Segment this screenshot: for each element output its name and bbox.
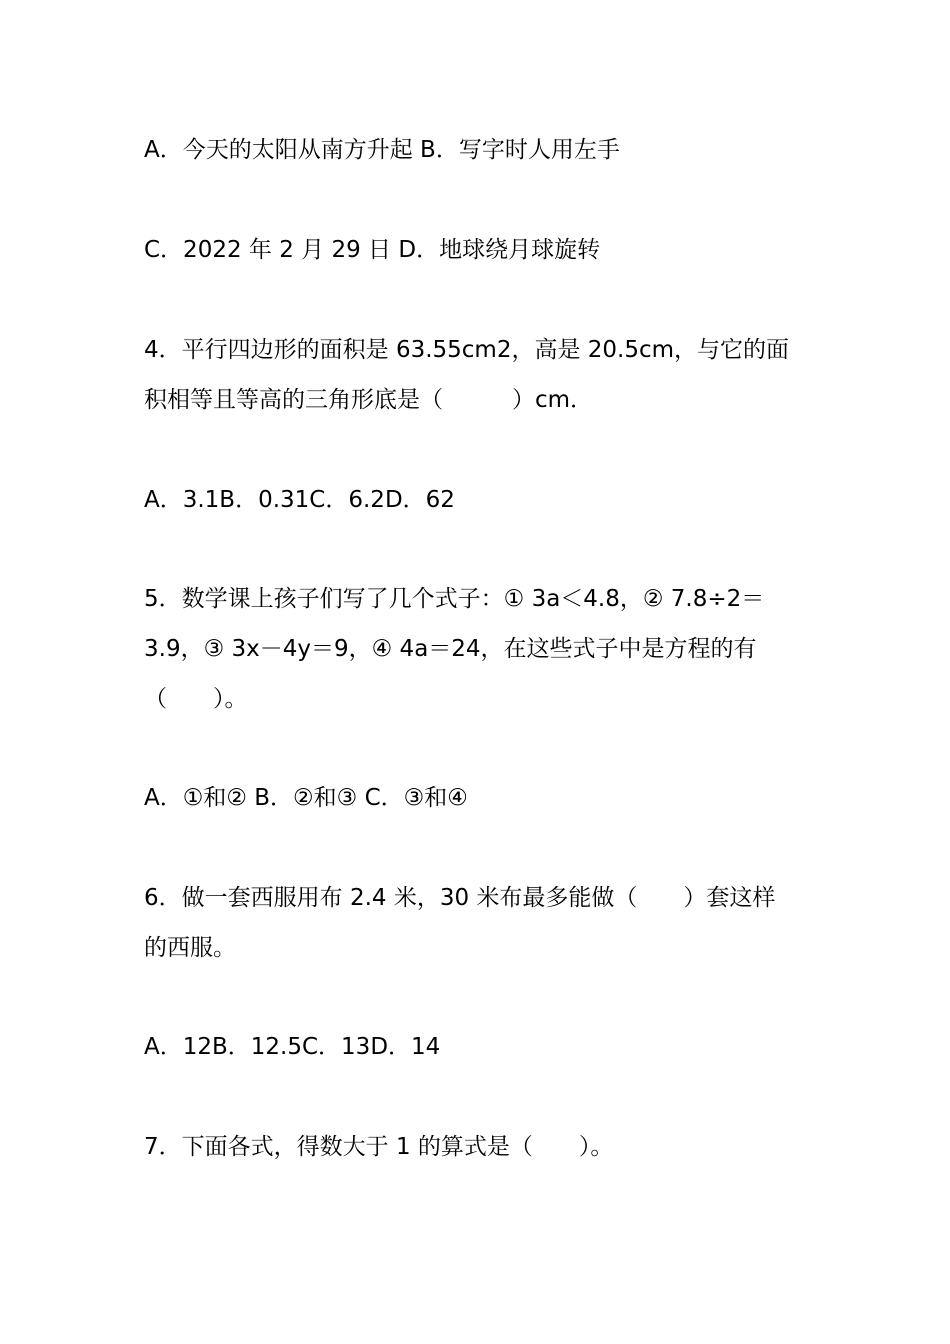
q3-options-cd: C．2022 年 2 月 29 日 D．地球绕月球旋转	[144, 237, 601, 263]
q5-options: A．①和② B．②和③ C．③和④	[144, 785, 468, 811]
q4-stem-line1: 4．平行四边形的面积是 63.55cm2，高是 20.5cm，与它的面	[144, 337, 790, 363]
q5-stem-line3: （ ）。	[144, 686, 248, 712]
q6-stem-line1: 6．做一套西服用布 2.4 米，30 米布最多能做（ ）套这样	[144, 885, 776, 911]
q6-stem-line2: 的西服。	[144, 935, 236, 961]
q5-stem-line1: 5．数学课上孩子们写了几个式子：① 3a＜4.8，② 7.8÷2＝	[144, 586, 765, 612]
q5-stem-line2: 3.9，③ 3x－4y＝9，④ 4a＝24，在这些式子中是方程的有	[144, 636, 757, 662]
q3-options-ab: A．今天的太阳从南方升起 B．写字时人用左手	[144, 137, 620, 163]
q7-stem: 7．下面各式，得数大于 1 的算式是（ ）。	[144, 1134, 614, 1160]
q6-options: A．12B．12.5C．13D．14	[144, 1034, 441, 1060]
q4-stem-line2: 积相等且等高的三角形底是（ ）cm．	[144, 387, 594, 413]
q4-options: A．3.1B．0.31C．6.2D．62	[144, 487, 455, 513]
